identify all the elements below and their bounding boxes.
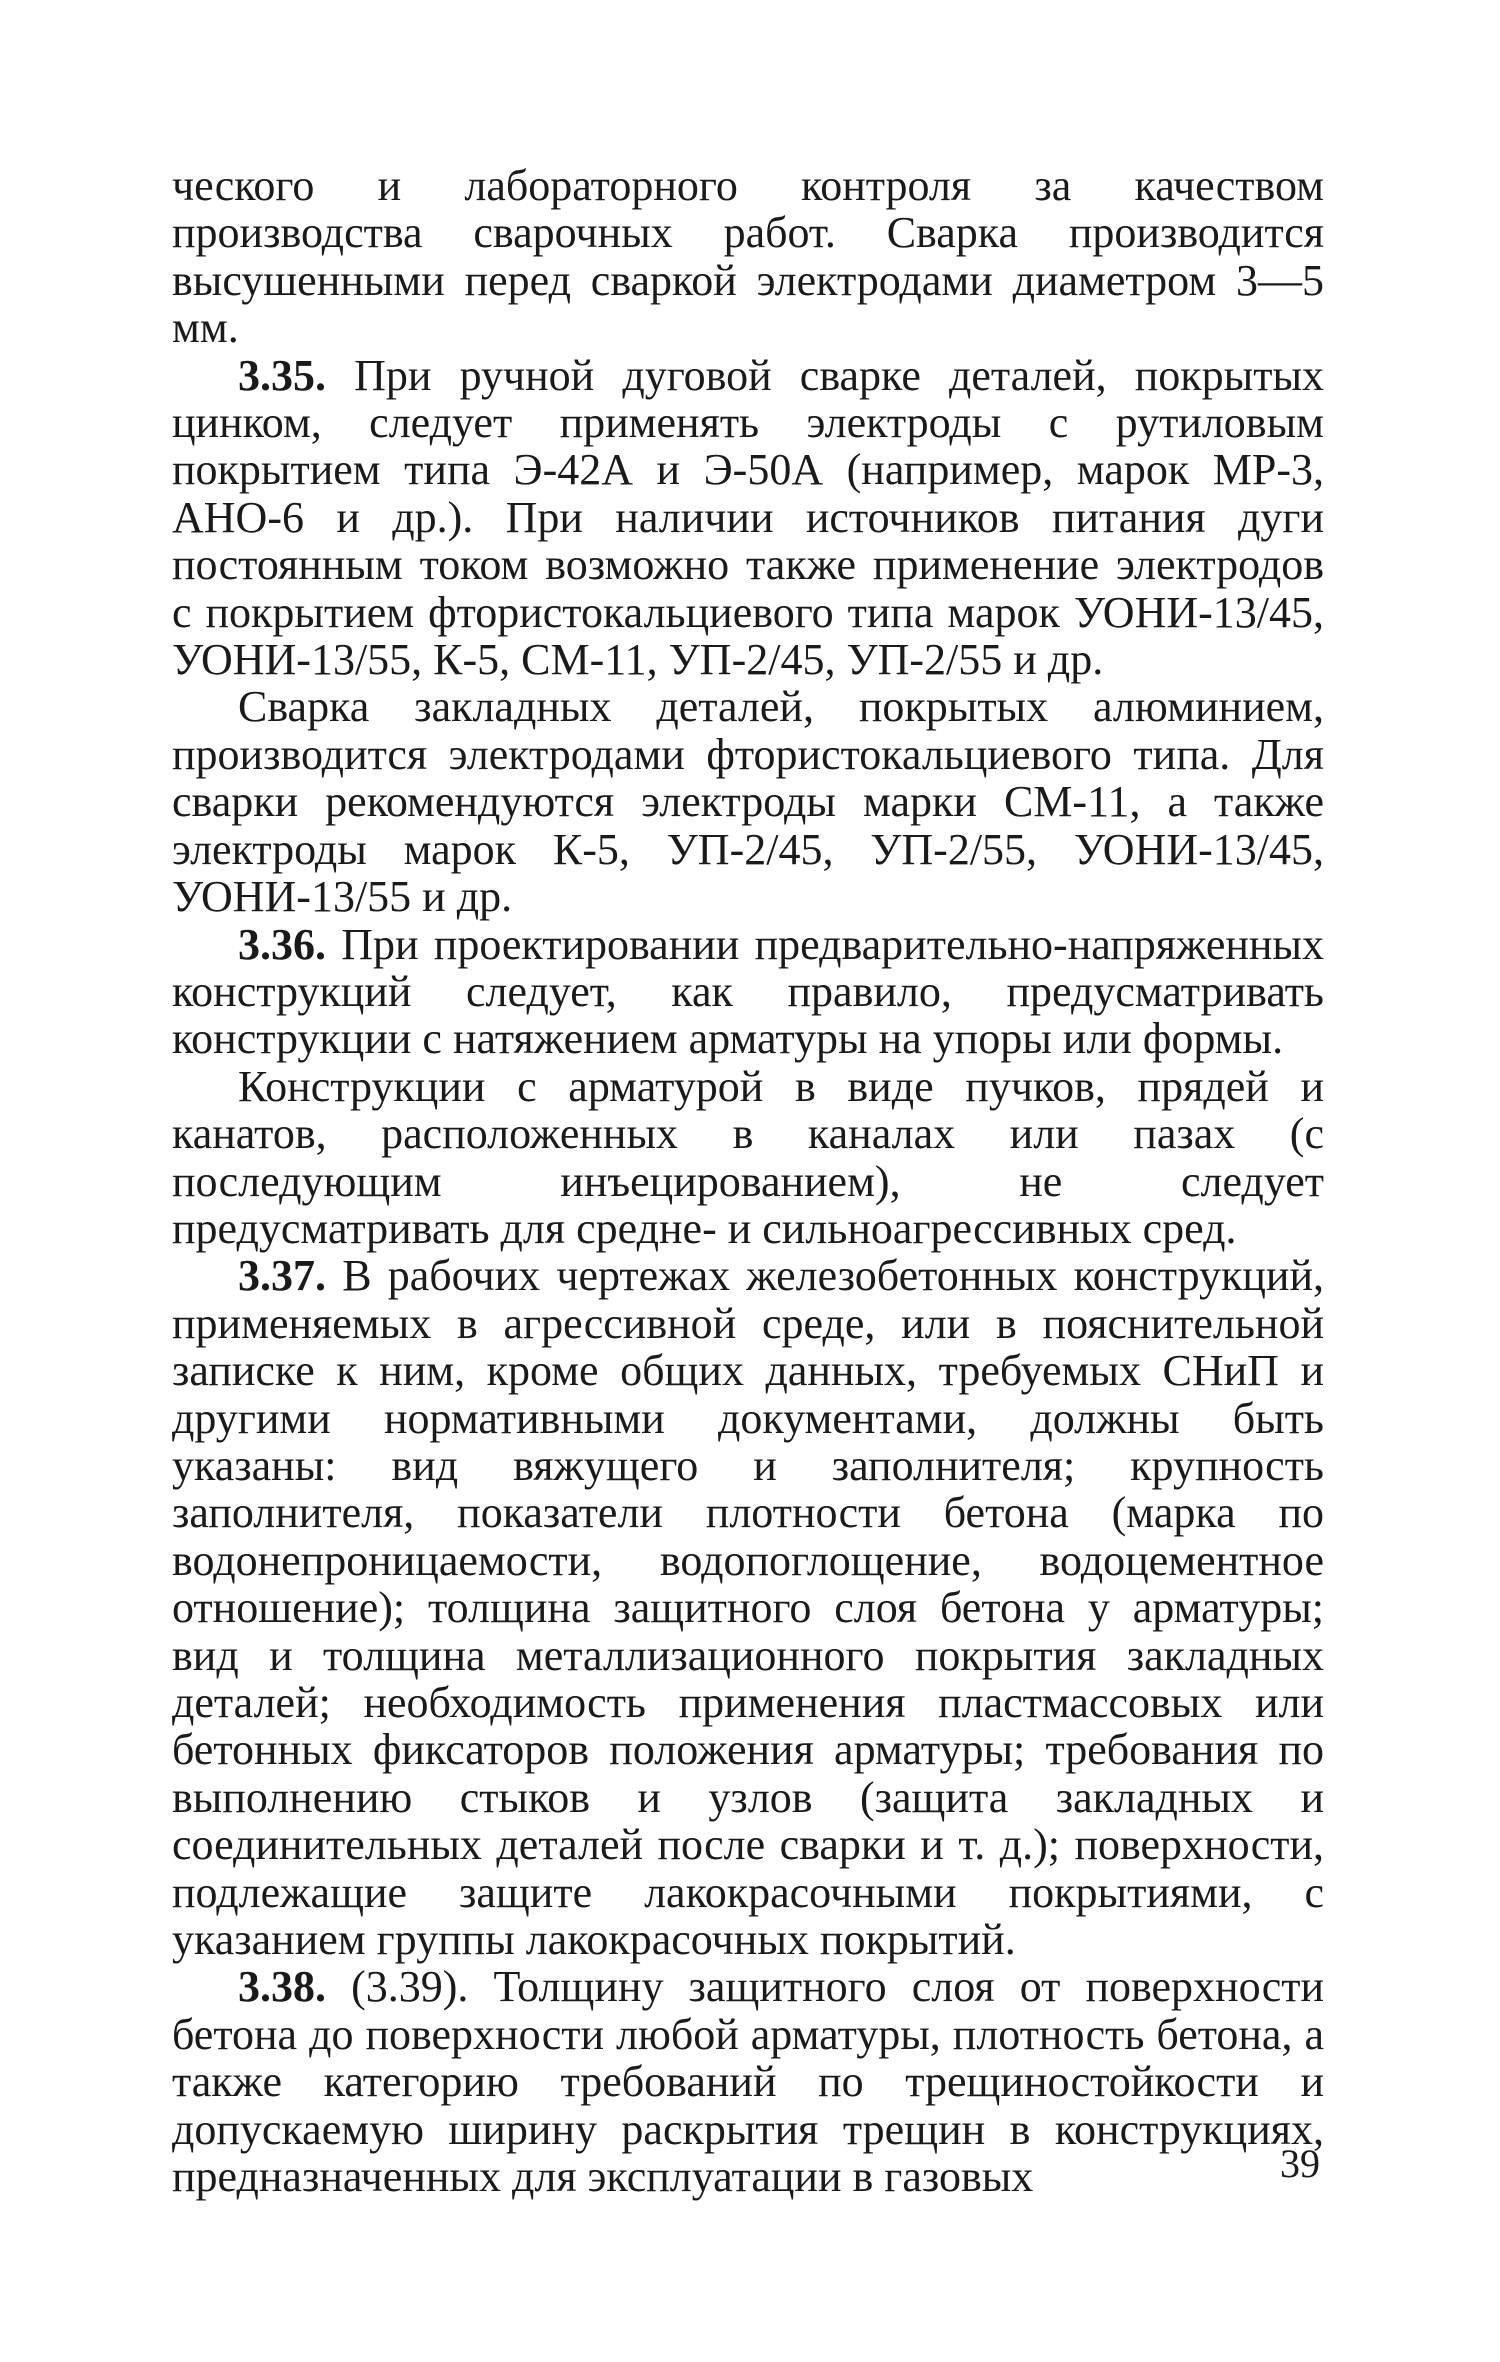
paragraph-3-36 <box>172 921 1324 1063</box>
page-number: 39 <box>1280 2141 1320 2186</box>
clause-number: 3.37. <box>238 1251 326 1301</box>
clause-number: 3.35. <box>238 350 326 400</box>
paragraph-text: Сварка закладных деталей, покрытых алюминием, производится электродами фтористокальциевого типа. Для сварки рекомендуются электроды марки СМ-11, а также электроды марок К-5, УП-2/45, УП-2/55, УОНИ-13/45, УОНИ-13/55 и др. <box>172 682 1324 922</box>
clause-number: 3.38. <box>238 1962 326 2012</box>
paragraph-3-38 <box>172 1963 1324 2200</box>
paragraph-tendons <box>172 1063 1324 1253</box>
paragraph-continuation <box>172 162 1324 352</box>
paragraph-3-35 <box>172 352 1324 684</box>
paragraph-text: При ручной дуговой сварке деталей, покрытых цинком, следует применять электроды с рутиловым покрытием типа Э-42А и Э-50А (например, марок МР-3, АНО-6 и др.). При наличии источников питания дуги постоянным током возможно также применение электродов с покрытием фтористокальциевого типа марок УОНИ-13/45, УОНИ-13/55, К-5, СМ-11, УП-2/45, УП-2/55 и др. <box>172 350 1325 685</box>
paragraph-text: ческого и лабораторного контроля за качеством производства сварочных работ. Сварка производится высушенными перед сваркой электродами диаметром 3—5 мм. <box>172 161 1324 353</box>
clause-number: 3.36. <box>238 919 326 969</box>
paragraph-3-37 <box>172 1252 1324 1963</box>
paragraph-aluminium-welding <box>172 683 1324 920</box>
paragraph-text: (3.39). Толщину защитного слоя от поверхности бетона до поверхности любой арматуры, плотность бетона, а также категорию требований по трещиностойкости и допускаемую ширину раскрытия трещин в конструкциях, предназначенных для эксплуатации в газовых <box>172 1962 1324 2202</box>
paragraph-text: При проектировании предварительно-напряженных конструкций следует, как правило, предусматривать конструкции с натяжением арматуры на упоры или формы. <box>172 919 1324 1064</box>
paragraph-text: В рабочих чертежах железобетонных конструкций, применяемых в агрессивной среде, или в пояснительной записке к ним, кроме общих данных, требуемых СНиП и другими нормативными документами, должны быть указаны: вид вяжущего и заполнителя; крупность заполнителя, показатели плотности бетона (марка по водонепроницаемости, водопоглощение, водоцементное отношение); толщина защитного слоя бетона у арматуры; вид и толщина металлизационного покрытия закладных деталей; необходимость применения пластмассовых или бетонных фиксаторов положения арматуры; требования по выполнению стыков и узлов (защита закладных и соединительных деталей после сварки и т. д.); поверхности, подлежащие защите лакокрасочными покрытиями, с указанием группы лакокрасочных покрытий. <box>172 1251 1325 1965</box>
paragraph-text: Конструкции с арматурой в виде пучков, прядей и канатов, расположенных в каналах или пазах (с последующим инъецированием), не следует предусматривать для средне- и сильноагрессивных сред. <box>172 1061 1324 1253</box>
page-body <box>172 162 1324 2200</box>
